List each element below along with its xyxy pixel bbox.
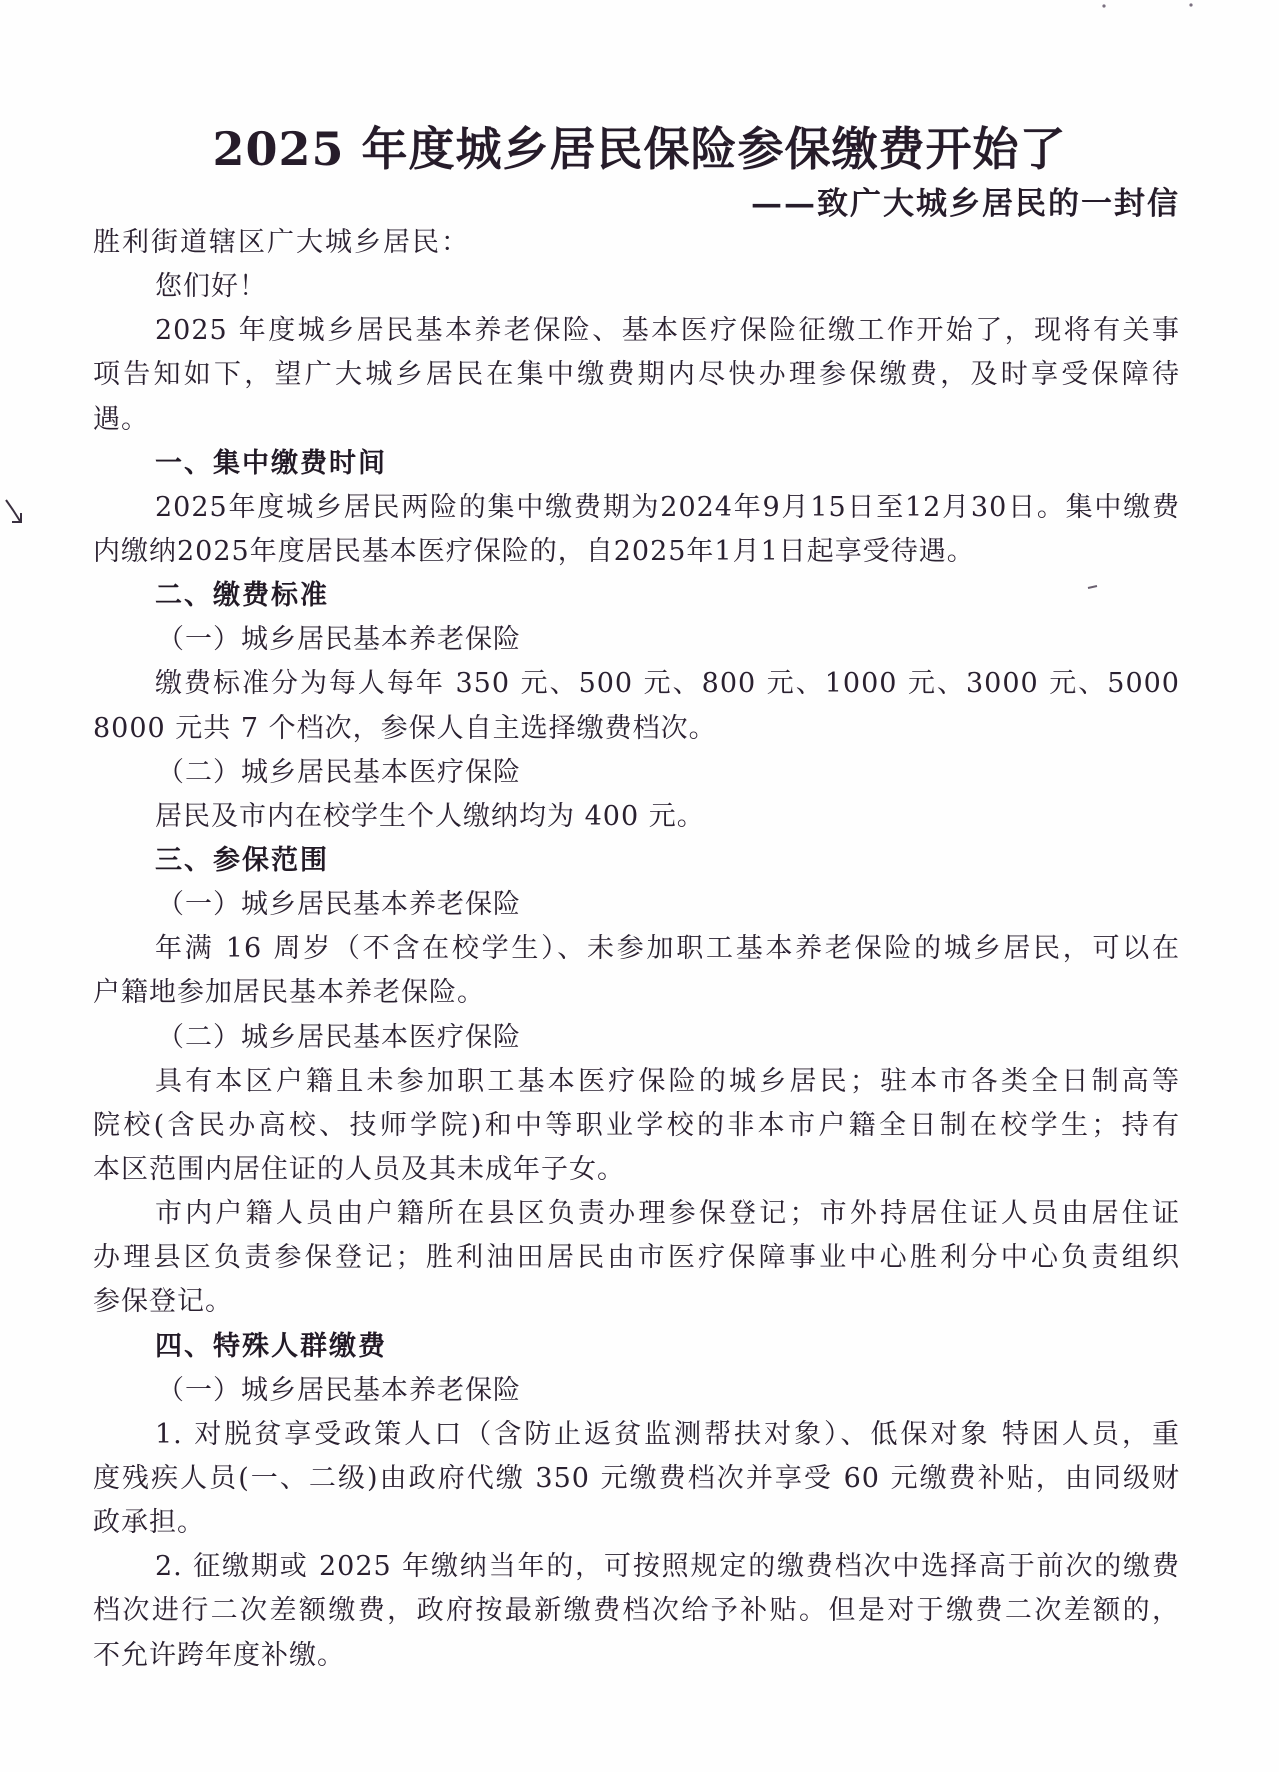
subsection-heading: （一）城乡居民基本养老保险 [157,1374,521,1406]
section-coverage-scope [93,839,1180,1325]
document-subtitle: ——致广大城乡居民的一封信 [751,186,1180,222]
paragraph [93,1413,1180,1545]
paragraph [93,1060,1180,1192]
paragraph-line: 遇。 [93,403,149,435]
paragraph-line: 项告知如下，望广大城乡居民在集中缴费期内尽快办理参保缴费，及时享受保障待 [93,359,1180,391]
paragraph [93,1545,1180,1677]
paragraph-line: 档次进行二次差额缴费，政府按最新缴费档次给予补贴。但是对于缴费二次差额的， [93,1595,1180,1627]
paragraph-line: 度残疾人员(一、二级)由政府代缴 350 元缴费档次并享受 60 元缴费补贴，由同级财 [93,1462,1180,1494]
scan-speck [1102,4,1105,7]
paragraph-line: 1. 对脱贫享受政策人口（含防止返贫监测帮扶对象）、低保对象 特困人员，重 [155,1418,1180,1450]
paragraph-line: 院校(含民办高校、技师学院)和中等职业学校的非本市户籍全日制在校学生；持有 [93,1109,1180,1141]
paragraph [93,1192,1180,1324]
paragraph-line: 户籍地参加居民基本养老保险。 [93,977,485,1009]
section-heading: 四、特殊人群缴费 [155,1330,387,1362]
paragraph [93,486,1180,574]
paragraph-line: 2025年度城乡居民两险的集中缴费期为2024年9月15日至12月30日。集中缴费 [155,491,1180,523]
section-heading: 一、集中缴费时间 [155,447,387,479]
paragraph-line: 市内户籍人员由户籍所在县区负责办理参保登记；市外持居住证人员由居住证 [155,1198,1180,1230]
paragraph-line: 内缴纳2025年度居民基本医疗保险的，自2025年1月1日起享受待遇。 [93,535,975,567]
document-title: 2025 年度城乡居民保险参保缴费开始了 [212,122,1067,176]
margin-pen-mark [6,500,21,522]
section-special-groups [93,1325,1180,1678]
paragraph-line: 具有本区户籍且未参加职工基本医疗保险的城乡居民；驻本市各类全日制高等 [155,1065,1180,1097]
paragraph [93,662,1180,750]
paragraph [93,927,1180,1015]
paragraph [93,795,1180,839]
paragraph-line: 2025 年度城乡居民基本养老保险、基本医疗保险征缴工作开始了，现将有关事 [155,315,1180,347]
paragraph-line: 年满 16 周岁（不含在校学生）、未参加职工基本养老保险的城乡居民，可以在 [155,933,1180,965]
paragraph-line: 2. 征缴期或 2025 年缴纳当年的，可按照规定的缴费档次中选择高于前次的缴费 [155,1551,1180,1583]
paragraph-line: 本区范围内居住证的人员及其未成年子女。 [93,1153,625,1185]
section-payment-period [93,442,1180,574]
scan-speck [1189,3,1192,6]
greeting: 您们好！ [155,271,267,303]
subsection-heading: （一）城乡居民基本养老保险 [157,889,521,921]
section-heading: 二、缴费标准 [155,580,329,612]
paragraph-line: 缴费标准分为每人每年 350 元、500 元、800 元、1000 元、3000 元、5000 [155,668,1180,700]
paragraph-line: 办理县区负责参保登记；胜利油田居民由市医疗保障事业中心胜利分中心负责组织 [93,1242,1180,1274]
paragraph-line: 居民及市内在校学生个人缴纳均为 400 元。 [155,800,705,832]
letter-body [93,221,1180,1678]
paragraph-line: 政承担。 [93,1507,205,1539]
section-heading: 三、参保范围 [155,844,329,876]
section-payment-standard [93,574,1180,839]
subsection-heading: （二）城乡居民基本医疗保险 [157,756,521,788]
paragraph-line: 8000 元共 7 个档次，参保人自主选择缴费档次。 [93,712,717,744]
paragraph-line: 参保登记。 [93,1286,233,1318]
intro-paragraph [93,309,1180,441]
salutation: 胜利街道辖区广大城乡居民： [93,227,470,258]
subsection-heading: （二）城乡居民基本医疗保险 [157,1021,521,1053]
paragraph-line: 不允许跨年度补缴。 [93,1639,345,1671]
subsection-heading: （一）城乡居民基本养老保险 [157,624,521,656]
